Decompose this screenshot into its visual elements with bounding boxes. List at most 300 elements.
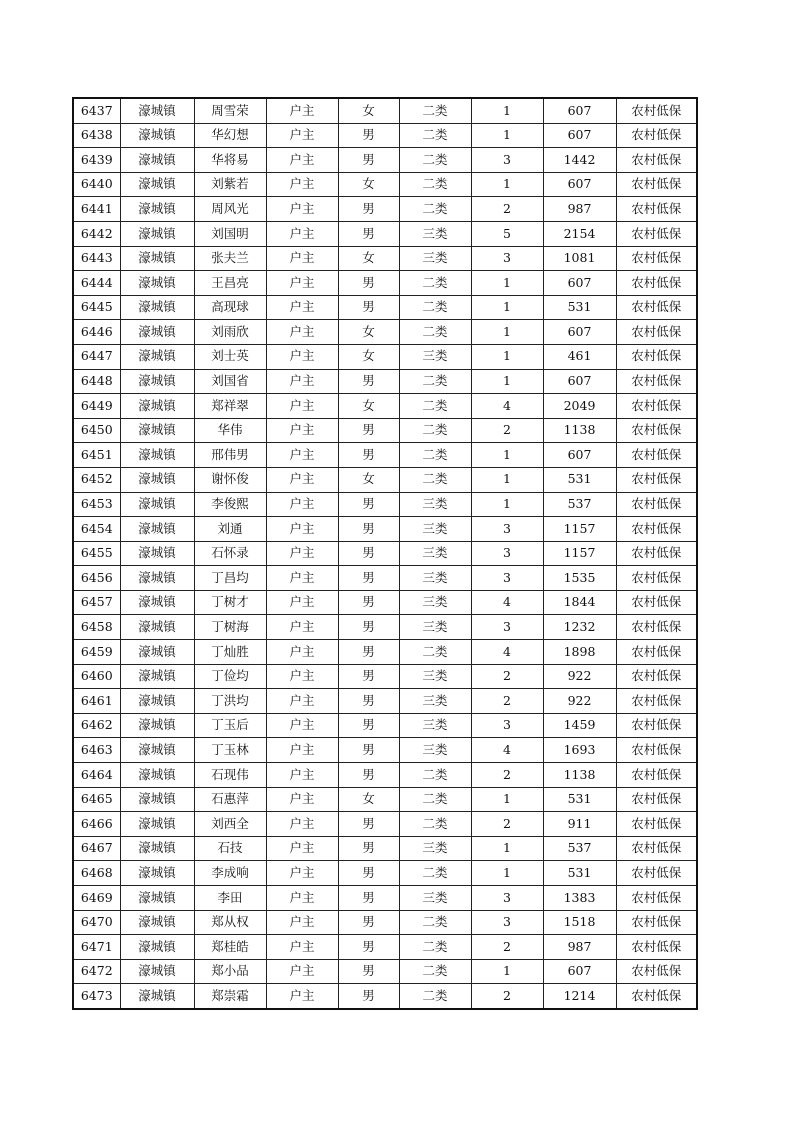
relation-cell: 户主 — [266, 664, 338, 689]
row-number-cell: 6454 — [73, 517, 120, 542]
gender-cell: 女 — [338, 172, 399, 197]
category-cell: 三类 — [399, 590, 471, 615]
amount-cell: 607 — [543, 98, 616, 123]
name-cell: 刘通 — [194, 517, 266, 542]
town-cell: 濠城镇 — [120, 221, 194, 246]
town-cell: 濠城镇 — [120, 369, 194, 394]
name-cell: 刘西全 — [194, 812, 266, 837]
town-cell: 濠城镇 — [120, 664, 194, 689]
category-cell: 三类 — [399, 886, 471, 911]
row-number-cell: 6449 — [73, 394, 120, 419]
household-size-cell: 3 — [471, 886, 543, 911]
household-size-cell: 2 — [471, 935, 543, 960]
relation-cell: 户主 — [266, 935, 338, 960]
program-cell: 农村低保 — [616, 148, 697, 173]
name-cell: 丁灿胜 — [194, 640, 266, 665]
household-size-cell: 1 — [471, 369, 543, 394]
category-cell: 三类 — [399, 689, 471, 714]
row-number-cell: 6469 — [73, 886, 120, 911]
amount-cell: 1535 — [543, 566, 616, 591]
household-size-cell: 3 — [471, 713, 543, 738]
table-row — [73, 984, 697, 1009]
amount-cell: 607 — [543, 320, 616, 345]
program-cell: 农村低保 — [616, 271, 697, 296]
gender-cell: 男 — [338, 935, 399, 960]
town-cell: 濠城镇 — [120, 394, 194, 419]
table-row — [73, 467, 697, 492]
name-cell: 刘紫若 — [194, 172, 266, 197]
name-cell: 李俊熙 — [194, 492, 266, 517]
table-row — [73, 836, 697, 861]
category-cell: 二类 — [399, 984, 471, 1009]
household-size-cell: 1 — [471, 172, 543, 197]
row-number-cell: 6466 — [73, 812, 120, 837]
row-number-cell: 6465 — [73, 787, 120, 812]
gender-cell: 男 — [338, 812, 399, 837]
program-cell: 农村低保 — [616, 664, 697, 689]
amount-cell: 537 — [543, 836, 616, 861]
name-cell: 丁树才 — [194, 590, 266, 615]
row-number-cell: 6459 — [73, 640, 120, 665]
table-row — [73, 640, 697, 665]
program-cell: 农村低保 — [616, 541, 697, 566]
town-cell: 濠城镇 — [120, 812, 194, 837]
category-cell: 三类 — [399, 344, 471, 369]
household-size-cell: 5 — [471, 221, 543, 246]
relation-cell: 户主 — [266, 541, 338, 566]
amount-cell: 537 — [543, 492, 616, 517]
row-number-cell: 6457 — [73, 590, 120, 615]
gender-cell: 女 — [338, 320, 399, 345]
table-row — [73, 566, 697, 591]
program-cell: 农村低保 — [616, 221, 697, 246]
name-cell: 丁昌均 — [194, 566, 266, 591]
household-size-cell: 3 — [471, 615, 543, 640]
name-cell: 石现伟 — [194, 763, 266, 788]
row-number-cell: 6446 — [73, 320, 120, 345]
relation-cell: 户主 — [266, 123, 338, 148]
table-row — [73, 861, 697, 886]
amount-cell: 1214 — [543, 984, 616, 1009]
town-cell: 濠城镇 — [120, 935, 194, 960]
amount-cell: 922 — [543, 689, 616, 714]
name-cell: 丁玉林 — [194, 738, 266, 763]
gender-cell: 男 — [338, 541, 399, 566]
table-row — [73, 246, 697, 271]
table-row — [73, 271, 697, 296]
household-size-cell: 1 — [471, 467, 543, 492]
amount-cell: 1138 — [543, 418, 616, 443]
relation-cell: 户主 — [266, 492, 338, 517]
category-cell: 三类 — [399, 566, 471, 591]
gender-cell: 男 — [338, 886, 399, 911]
category-cell: 二类 — [399, 418, 471, 443]
category-cell: 三类 — [399, 517, 471, 542]
program-cell: 农村低保 — [616, 123, 697, 148]
relation-cell: 户主 — [266, 566, 338, 591]
program-cell: 农村低保 — [616, 935, 697, 960]
category-cell: 三类 — [399, 246, 471, 271]
category-cell: 三类 — [399, 738, 471, 763]
relation-cell: 户主 — [266, 295, 338, 320]
gender-cell: 男 — [338, 664, 399, 689]
relation-cell: 户主 — [266, 221, 338, 246]
gender-cell: 男 — [338, 443, 399, 468]
table-row — [73, 394, 697, 419]
program-cell: 农村低保 — [616, 344, 697, 369]
amount-cell: 461 — [543, 344, 616, 369]
relation-cell: 户主 — [266, 910, 338, 935]
program-cell: 农村低保 — [616, 836, 697, 861]
amount-cell: 1898 — [543, 640, 616, 665]
table-row — [73, 713, 697, 738]
category-cell: 三类 — [399, 492, 471, 517]
amount-cell: 1232 — [543, 615, 616, 640]
table-row — [73, 738, 697, 763]
row-number-cell: 6463 — [73, 738, 120, 763]
town-cell: 濠城镇 — [120, 836, 194, 861]
household-size-cell: 3 — [471, 517, 543, 542]
gender-cell: 男 — [338, 713, 399, 738]
row-number-cell: 6464 — [73, 763, 120, 788]
category-cell: 二类 — [399, 271, 471, 296]
program-cell: 农村低保 — [616, 640, 697, 665]
amount-cell: 1157 — [543, 541, 616, 566]
program-cell: 农村低保 — [616, 689, 697, 714]
name-cell: 华幻想 — [194, 123, 266, 148]
row-number-cell: 6439 — [73, 148, 120, 173]
table-row — [73, 443, 697, 468]
gender-cell: 男 — [338, 738, 399, 763]
table-row — [73, 492, 697, 517]
town-cell: 濠城镇 — [120, 640, 194, 665]
town-cell: 濠城镇 — [120, 689, 194, 714]
table-row — [73, 148, 697, 173]
household-size-cell: 3 — [471, 541, 543, 566]
program-cell: 农村低保 — [616, 394, 697, 419]
name-cell: 刘国省 — [194, 369, 266, 394]
amount-cell: 607 — [543, 443, 616, 468]
name-cell: 李成响 — [194, 861, 266, 886]
program-cell: 农村低保 — [616, 492, 697, 517]
table-row — [73, 295, 697, 320]
gender-cell: 男 — [338, 763, 399, 788]
amount-cell: 987 — [543, 197, 616, 222]
program-cell: 农村低保 — [616, 566, 697, 591]
relation-cell: 户主 — [266, 763, 338, 788]
name-cell: 周雪荣 — [194, 98, 266, 123]
category-cell: 二类 — [399, 640, 471, 665]
relation-cell: 户主 — [266, 738, 338, 763]
household-size-cell: 2 — [471, 197, 543, 222]
town-cell: 濠城镇 — [120, 738, 194, 763]
amount-cell: 1138 — [543, 763, 616, 788]
town-cell: 濠城镇 — [120, 910, 194, 935]
town-cell: 濠城镇 — [120, 959, 194, 984]
roster-table — [72, 97, 698, 1010]
category-cell: 二类 — [399, 787, 471, 812]
category-cell: 二类 — [399, 935, 471, 960]
household-size-cell: 1 — [471, 787, 543, 812]
program-cell: 农村低保 — [616, 959, 697, 984]
name-cell: 郑崇霜 — [194, 984, 266, 1009]
amount-cell: 531 — [543, 861, 616, 886]
household-size-cell: 2 — [471, 418, 543, 443]
town-cell: 濠城镇 — [120, 172, 194, 197]
name-cell: 张夫兰 — [194, 246, 266, 271]
gender-cell: 男 — [338, 590, 399, 615]
name-cell: 王昌亮 — [194, 271, 266, 296]
household-size-cell: 1 — [471, 320, 543, 345]
row-number-cell: 6452 — [73, 467, 120, 492]
table-row — [73, 910, 697, 935]
category-cell: 二类 — [399, 320, 471, 345]
household-size-cell: 1 — [471, 836, 543, 861]
amount-cell: 1157 — [543, 517, 616, 542]
relation-cell: 户主 — [266, 812, 338, 837]
household-size-cell: 3 — [471, 910, 543, 935]
amount-cell: 607 — [543, 123, 616, 148]
gender-cell: 男 — [338, 566, 399, 591]
town-cell: 濠城镇 — [120, 246, 194, 271]
household-size-cell: 2 — [471, 689, 543, 714]
amount-cell: 531 — [543, 295, 616, 320]
relation-cell: 户主 — [266, 418, 338, 443]
row-number-cell: 6460 — [73, 664, 120, 689]
town-cell: 濠城镇 — [120, 787, 194, 812]
amount-cell: 911 — [543, 812, 616, 837]
amount-cell: 2049 — [543, 394, 616, 419]
table-row — [73, 935, 697, 960]
household-size-cell: 1 — [471, 271, 543, 296]
category-cell: 三类 — [399, 541, 471, 566]
table-row — [73, 541, 697, 566]
row-number-cell: 6468 — [73, 861, 120, 886]
gender-cell: 男 — [338, 959, 399, 984]
gender-cell: 女 — [338, 787, 399, 812]
name-cell: 丁俭均 — [194, 664, 266, 689]
household-size-cell: 1 — [471, 959, 543, 984]
name-cell: 郑祥翠 — [194, 394, 266, 419]
program-cell: 农村低保 — [616, 984, 697, 1009]
gender-cell: 男 — [338, 689, 399, 714]
name-cell: 郑桂皓 — [194, 935, 266, 960]
relation-cell: 户主 — [266, 517, 338, 542]
row-number-cell: 6440 — [73, 172, 120, 197]
name-cell: 石惠萍 — [194, 787, 266, 812]
row-number-cell: 6471 — [73, 935, 120, 960]
town-cell: 濠城镇 — [120, 418, 194, 443]
program-cell: 农村低保 — [616, 787, 697, 812]
row-number-cell: 6443 — [73, 246, 120, 271]
household-size-cell: 1 — [471, 344, 543, 369]
relation-cell: 户主 — [266, 836, 338, 861]
household-size-cell: 1 — [471, 295, 543, 320]
name-cell: 石怀录 — [194, 541, 266, 566]
relation-cell: 户主 — [266, 640, 338, 665]
program-cell: 农村低保 — [616, 615, 697, 640]
name-cell: 华将易 — [194, 148, 266, 173]
town-cell: 濠城镇 — [120, 98, 194, 123]
gender-cell: 男 — [338, 271, 399, 296]
relation-cell: 户主 — [266, 369, 338, 394]
program-cell: 农村低保 — [616, 295, 697, 320]
program-cell: 农村低保 — [616, 320, 697, 345]
name-cell: 高现球 — [194, 295, 266, 320]
program-cell: 农村低保 — [616, 197, 697, 222]
table-row — [73, 812, 697, 837]
program-cell: 农村低保 — [616, 517, 697, 542]
category-cell: 三类 — [399, 221, 471, 246]
table-row — [73, 344, 697, 369]
town-cell: 濠城镇 — [120, 344, 194, 369]
name-cell: 李田 — [194, 886, 266, 911]
name-cell: 刘士英 — [194, 344, 266, 369]
row-number-cell: 6461 — [73, 689, 120, 714]
name-cell: 谢怀俊 — [194, 467, 266, 492]
relation-cell: 户主 — [266, 787, 338, 812]
household-size-cell: 2 — [471, 664, 543, 689]
amount-cell: 1518 — [543, 910, 616, 935]
household-size-cell: 3 — [471, 148, 543, 173]
row-number-cell: 6442 — [73, 221, 120, 246]
category-cell: 二类 — [399, 763, 471, 788]
amount-cell: 1081 — [543, 246, 616, 271]
category-cell: 三类 — [399, 615, 471, 640]
household-size-cell: 1 — [471, 98, 543, 123]
relation-cell: 户主 — [266, 713, 338, 738]
gender-cell: 男 — [338, 197, 399, 222]
program-cell: 农村低保 — [616, 443, 697, 468]
category-cell: 三类 — [399, 836, 471, 861]
household-size-cell: 3 — [471, 566, 543, 591]
relation-cell: 户主 — [266, 443, 338, 468]
relation-cell: 户主 — [266, 98, 338, 123]
program-cell: 农村低保 — [616, 812, 697, 837]
amount-cell: 607 — [543, 369, 616, 394]
town-cell: 濠城镇 — [120, 713, 194, 738]
household-size-cell: 3 — [471, 246, 543, 271]
name-cell: 刘雨欣 — [194, 320, 266, 345]
table-row — [73, 763, 697, 788]
name-cell: 丁玉后 — [194, 713, 266, 738]
town-cell: 濠城镇 — [120, 517, 194, 542]
row-number-cell: 6453 — [73, 492, 120, 517]
amount-cell: 1383 — [543, 886, 616, 911]
table-row — [73, 197, 697, 222]
category-cell: 二类 — [399, 443, 471, 468]
amount-cell: 531 — [543, 787, 616, 812]
household-size-cell: 1 — [471, 443, 543, 468]
row-number-cell: 6470 — [73, 910, 120, 935]
gender-cell: 男 — [338, 418, 399, 443]
row-number-cell: 6448 — [73, 369, 120, 394]
table-row — [73, 172, 697, 197]
row-number-cell: 6458 — [73, 615, 120, 640]
household-size-cell: 4 — [471, 640, 543, 665]
table-row — [73, 689, 697, 714]
household-size-cell: 2 — [471, 763, 543, 788]
town-cell: 濠城镇 — [120, 123, 194, 148]
row-number-cell: 6462 — [73, 713, 120, 738]
gender-cell: 男 — [338, 984, 399, 1009]
program-cell: 农村低保 — [616, 713, 697, 738]
town-cell: 濠城镇 — [120, 320, 194, 345]
town-cell: 濠城镇 — [120, 763, 194, 788]
program-cell: 农村低保 — [616, 910, 697, 935]
row-number-cell: 6447 — [73, 344, 120, 369]
amount-cell: 1442 — [543, 148, 616, 173]
amount-cell: 987 — [543, 935, 616, 960]
roster-table-body — [73, 98, 697, 1009]
relation-cell: 户主 — [266, 344, 338, 369]
town-cell: 濠城镇 — [120, 590, 194, 615]
table-row — [73, 959, 697, 984]
gender-cell: 男 — [338, 615, 399, 640]
gender-cell: 女 — [338, 246, 399, 271]
table-row — [73, 886, 697, 911]
name-cell: 刘国明 — [194, 221, 266, 246]
relation-cell: 户主 — [266, 172, 338, 197]
program-cell: 农村低保 — [616, 590, 697, 615]
name-cell: 丁树海 — [194, 615, 266, 640]
amount-cell: 531 — [543, 467, 616, 492]
row-number-cell: 6437 — [73, 98, 120, 123]
town-cell: 濠城镇 — [120, 467, 194, 492]
category-cell: 二类 — [399, 910, 471, 935]
town-cell: 濠城镇 — [120, 615, 194, 640]
table-row — [73, 123, 697, 148]
name-cell: 邢伟男 — [194, 443, 266, 468]
category-cell: 二类 — [399, 197, 471, 222]
relation-cell: 户主 — [266, 861, 338, 886]
amount-cell: 2154 — [543, 221, 616, 246]
gender-cell: 男 — [338, 640, 399, 665]
relation-cell: 户主 — [266, 615, 338, 640]
category-cell: 二类 — [399, 148, 471, 173]
town-cell: 濠城镇 — [120, 541, 194, 566]
amount-cell: 607 — [543, 271, 616, 296]
amount-cell: 1844 — [543, 590, 616, 615]
gender-cell: 男 — [338, 861, 399, 886]
household-size-cell: 1 — [471, 492, 543, 517]
town-cell: 濠城镇 — [120, 148, 194, 173]
row-number-cell: 6441 — [73, 197, 120, 222]
table-row — [73, 517, 697, 542]
category-cell: 二类 — [399, 959, 471, 984]
gender-cell: 女 — [338, 98, 399, 123]
category-cell: 二类 — [399, 123, 471, 148]
relation-cell: 户主 — [266, 689, 338, 714]
row-number-cell: 6473 — [73, 984, 120, 1009]
row-number-cell: 6455 — [73, 541, 120, 566]
gender-cell: 女 — [338, 344, 399, 369]
gender-cell: 男 — [338, 123, 399, 148]
program-cell: 农村低保 — [616, 763, 697, 788]
row-number-cell: 6444 — [73, 271, 120, 296]
gender-cell: 男 — [338, 517, 399, 542]
relation-cell: 户主 — [266, 467, 338, 492]
category-cell: 二类 — [399, 812, 471, 837]
relation-cell: 户主 — [266, 959, 338, 984]
name-cell: 石技 — [194, 836, 266, 861]
household-size-cell: 4 — [471, 394, 543, 419]
amount-cell: 607 — [543, 959, 616, 984]
relation-cell: 户主 — [266, 271, 338, 296]
category-cell: 二类 — [399, 369, 471, 394]
town-cell: 濠城镇 — [120, 295, 194, 320]
table-row — [73, 615, 697, 640]
